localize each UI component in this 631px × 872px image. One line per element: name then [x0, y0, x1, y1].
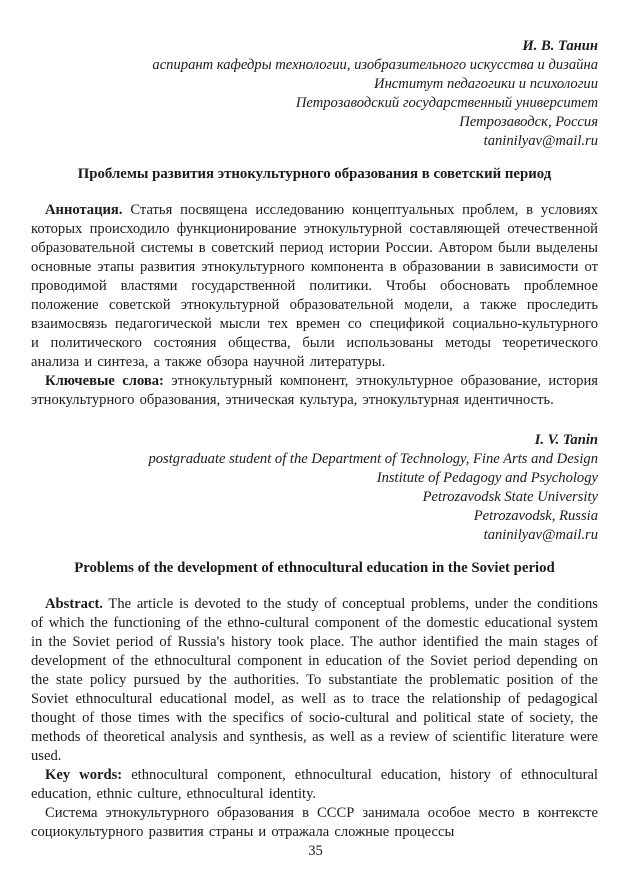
keywords-paragraph-en — [31, 766, 598, 804]
abstract-label-en: Abstract. — [45, 596, 103, 612]
author-institute-en: Institute of Pedagogy and Psychology — [376, 470, 598, 486]
article-title-en: Problems of the development of ethnocultural education in the Soviet period — [74, 560, 555, 576]
abstract-text-en: The article is devoted to the study of conceptual problems, under the conditions of which the functioning of the ethno-cultural component of the domestic educational system in the Soviet period of Russia's history took place. The author identified the main stages of development of the ethnocultural component in education of the Soviet period depending on the state policy pursued by the authorities. To substantiate the problematic position of the Soviet ethnocultural educational model, as well as to trace the relationship of pedagogical thought of those times with the specifics of socio-cultural and political state of society, the methods of theoretical analysis and synthesis, as well as a review of scientific literature were used. — [31, 596, 598, 764]
abstract-text-ru: Статья посвящена исследованию концептуальных проблем, в условиях которых происходило функционирование этнокультурной составляющей отечественной образовательной системы в советский период истории России. Автором были выделены основные этапы развития этнокультурного компонента в образовании в зависимости от проводимой властями государственной политики. Чтобы обосновать проблемное положение советской этнокультурной образовательной модели, а также проследить взаимосвязь педагогической мысли тех времен со спецификой социально-культурного и политического состояния общества, были использованы методы теоретического анализа и синтеза, а также обзора научной литературы. — [31, 202, 598, 370]
page-number: 35 — [308, 843, 323, 859]
article-title-ru: Проблемы развития этнокультурного образования в советский период — [77, 166, 552, 182]
keywords-label-ru: Ключевые слова: — [45, 373, 164, 389]
abstract-paragraph-en — [31, 595, 598, 766]
keywords-text-en: ethnocultural component, ethnocultural education, history of ethnocultural education, ethnic culture, ethnocultural identity. — [31, 767, 598, 802]
body-paragraph: Система этнокультурного образования в СССР занимала особое место в контексте социокультурного развития страны и отражала сложные процессы — [31, 805, 598, 840]
author-block-en — [31, 431, 598, 545]
author-block-ru — [31, 37, 598, 151]
author-position-ru: аспирант кафедры технологии, изобразительного искусства и дизайна — [152, 57, 598, 73]
keywords-text-ru: этнокультурный компонент, этнокультурное образование, история этнокультурного образования, этническая культура, этнокультурная идентичность. — [31, 373, 598, 408]
author-city-en: Petrozavodsk, Russia — [473, 508, 598, 524]
abstract-paragraph-ru — [31, 201, 598, 372]
author-university-ru: Петрозаводский государственный университет — [295, 95, 598, 111]
author-institute-ru: Институт педагогики и психологии — [374, 76, 598, 92]
abstract-label-ru: Аннотация. — [45, 202, 123, 218]
author-email-en: taninilyav@mail.ru — [483, 527, 598, 543]
author-name-ru: И. В. Танин — [522, 38, 598, 54]
author-email-ru: taninilyav@mail.ru — [483, 133, 598, 149]
author-university-en: Petrozavodsk State University — [422, 489, 598, 505]
keywords-label-en: Key words: — [45, 767, 123, 783]
author-position-en: postgraduate student of the Department of Technology, Fine Arts and Design — [148, 451, 598, 467]
keywords-paragraph-ru — [31, 372, 598, 410]
author-city-ru: Петрозаводск, Россия — [459, 114, 598, 130]
author-name-en: I. V. Tanin — [534, 432, 598, 448]
